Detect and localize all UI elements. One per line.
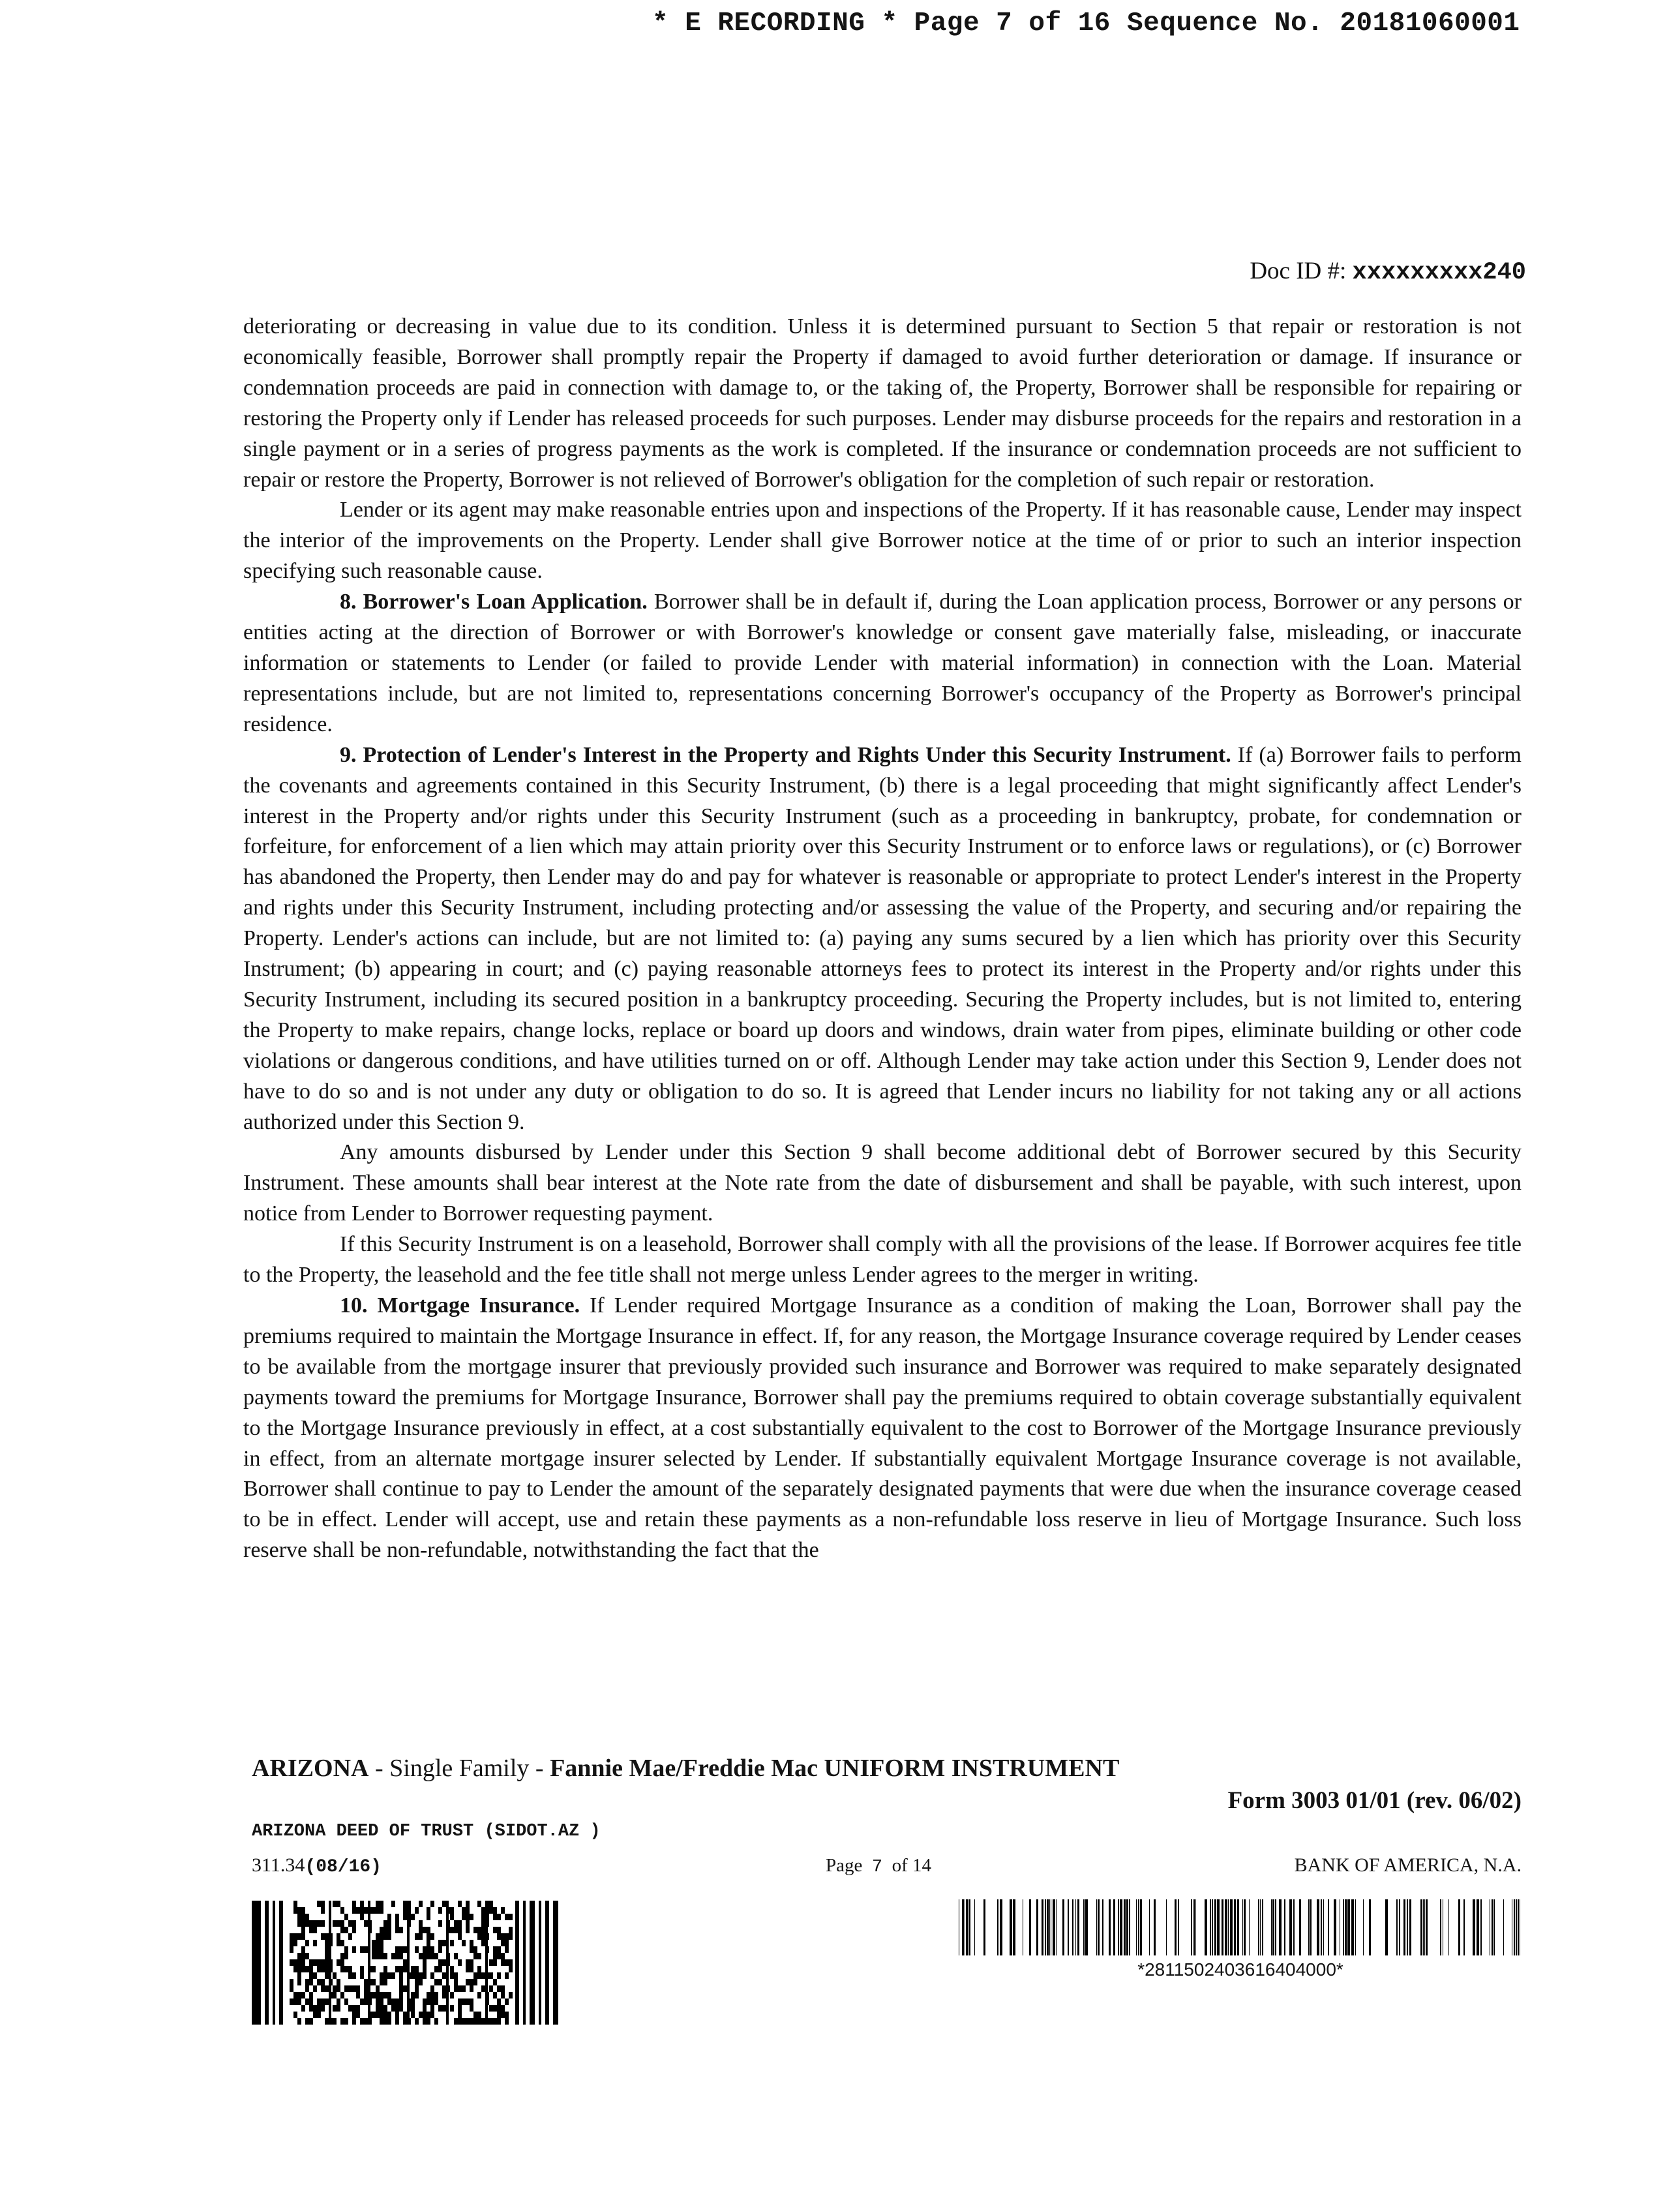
section-10-heading: 10. Mortgage Insurance.	[340, 1293, 580, 1318]
paragraph-repair: deteriorating or decreasing in value due to its condition. Unless it is determined pursuant to Section 5 that repair or restoration is not economically feasible, Borrower shall promptly repair the Property if damaged to avoid further deterioration or damage. If insurance or condemnation proceeds are paid in connection with damage to, or the taking of, the Property, Borrower shall be responsible for repairing or restoring the Property only if Lender has released proceeds for such purposes. Lender may disburse proceeds for the repairs and restoration in a single payment or in a series of progress payments as the work is completed. If the insurance or condemnation proceeds are not sufficient to repair or restore the Property, Borrower is not relieved of Borrower's obligation for the completion of such repair or restoration.	[243, 314, 1522, 492]
page-number: 7	[871, 1858, 883, 1877]
bank-name: BANK OF AMERICA, N.A.	[1294, 1854, 1522, 1876]
paragraph-amounts-disbursed: Any amounts disbursed by Lender under this Section 9 shall become additional debt of Borrower secured by this Security Instrument. These amounts shall bear interest at the Note rate from the date of disbursement and shall be payable, with such interest, upon notice from Lender to Borrower requesting payment.	[243, 1140, 1522, 1226]
page-label: Page	[826, 1855, 863, 1876]
doc-id-label: Doc ID #:	[1250, 258, 1347, 284]
section-8	[243, 587, 1522, 740]
section-8-text: Borrower shall be in default if, during the Loan application process, Borrower or any persons or entities acting at the direction of Borrower or with Borrower's knowledge or consent gave materially false, misleading, or inaccurate information or statements to Lender (or failed to provide Lender with material information) in connection with the Loan. Material representations include, but are not limited to, representations concerning Borrower's occupancy of the Property as Borrower's principal residence.	[243, 590, 1522, 736]
barcode-number: *2811502403616404000*	[1137, 1959, 1343, 1980]
paragraph-leasehold: If this Security Instrument is on a leasehold, Borrower shall comply with all the provisions of the lease. If Borrower acquires fee title to the Property, the leasehold and the fee title shall not merge unless Lender agrees to the merger in writing.	[243, 1232, 1522, 1288]
paragraph-inspection: Lender or its agent may make reasonable entries upon and inspections of the Property. If it has reasonable cause, Lender may inspect the interior of the improvements on the Property. Lender shall give Borrower notice at the time of or prior to such an interior inspection specifying such reasonable cause.	[243, 498, 1522, 584]
section-10	[243, 1291, 1522, 1566]
form-code-date: (08/16)	[305, 1857, 382, 1877]
section-9-heading: 9. Protection of Lender's Interest in the Property and Rights Under this Security Instrument.	[340, 742, 1231, 767]
linear-barcode	[959, 1899, 1522, 1955]
page-indicator	[826, 1852, 931, 1880]
recording-header: * E RECORDING * Page 7 of 16 Sequence No. 20181060001	[652, 8, 1520, 38]
pdf417-barcode	[252, 1901, 558, 2025]
page-total: 14	[912, 1855, 931, 1876]
document-body	[243, 312, 1522, 1566]
form-code	[252, 1852, 382, 1880]
section-10-text: If Lender required Mortgage Insurance as a condition of making the Loan, Borrower shall pay the premiums required to maintain the Mortgage Insurance in effect. If, for any reason, the Mortgage Insurance coverage required by Lender ceases to be available from the mortgage insurer that previously provided such insurance and Borrower was required to make separately designated payments toward the premiums for Mortgage Insurance, Borrower shall pay the premiums required to obtain coverage substantially equivalent to the Mortgage Insurance previously in effect, at a cost substantially equivalent to the cost to Borrower of the Mortgage Insurance previously in effect, from an alternate mortgage insurer selected by Lender. If substantially equivalent Mortgage Insurance coverage is not available, Borrower shall continue to pay to Lender the amount of the separately designated payments that were due when the insurance coverage ceased to be in effect. Lender will accept, use and retain these payments as a non-refundable loss reserve in lieu of Mortgage Insurance. Such loss reserve shall be non-refundable, notwithstanding the fact that the	[243, 1293, 1522, 1563]
doc-id-value: xxxxxxxxx240	[1352, 259, 1526, 286]
section-8-heading: 8. Borrower's Loan Application.	[340, 590, 648, 614]
section-9	[243, 740, 1522, 1138]
section-9-text: If (a) Borrower fails to perform the covenants and agreements contained in this Security Instrument, (b) there is a legal proceeding that might significantly affect Lender's interest in the Property and/or rights under this Security Instrument (such as a proceeding in bankruptcy, probate, for condemnation or forfeiture, for enforcement of a lien which may attain priority over this Security Instrument or to enforce laws or regulations), or (c) Borrower has abandoned the Property, then Lender may do and pay for whatever is reasonable or appropriate to protect Lender's interest in the Property and rights under this Security Instrument, including protecting and/or assessing the value of the Property, and securing and/or repairing the Property. Lender's actions can include, but are not limited to: (a) paying any sums secured by a lien which has priority over this Security Instrument; (b) appearing in court; and (c) paying reasonable attorneys fees to protect its interest in the Property and/or rights under this Security Instrument, including its secured position in a bankruptcy proceeding. Securing the Property includes, but is not limited to, entering the Property to make repairs, change locks, replace or board up doors and windows, drain water from pipes, eliminate building or other code violations or dangerous conditions, and have utilities turned on or off. Although Lender may take action under this Section 9, Lender does not have to do so and is not under any duty or obligation to do so. It is agreed that Lender incurs no liability for not taking any or all actions authorized under this Section 9.	[243, 742, 1522, 1134]
page-of-word: of	[892, 1855, 908, 1876]
doc-id	[1109, 256, 1526, 288]
footer-separator: - Single Family -	[368, 1755, 550, 1782]
footer-state: ARIZONA	[252, 1755, 369, 1782]
deed-label: ARIZONA DEED OF TRUST (SIDOT.AZ )	[252, 1822, 601, 1841]
footer-title	[252, 1752, 1426, 1785]
form-code-prefix: 311.34	[252, 1854, 305, 1876]
footer-instrument: Fannie Mae/Freddie Mac UNIFORM INSTRUMENT	[550, 1755, 1120, 1782]
form-number: Form 3003 01/01 (rev. 06/02)	[1227, 1787, 1522, 1814]
